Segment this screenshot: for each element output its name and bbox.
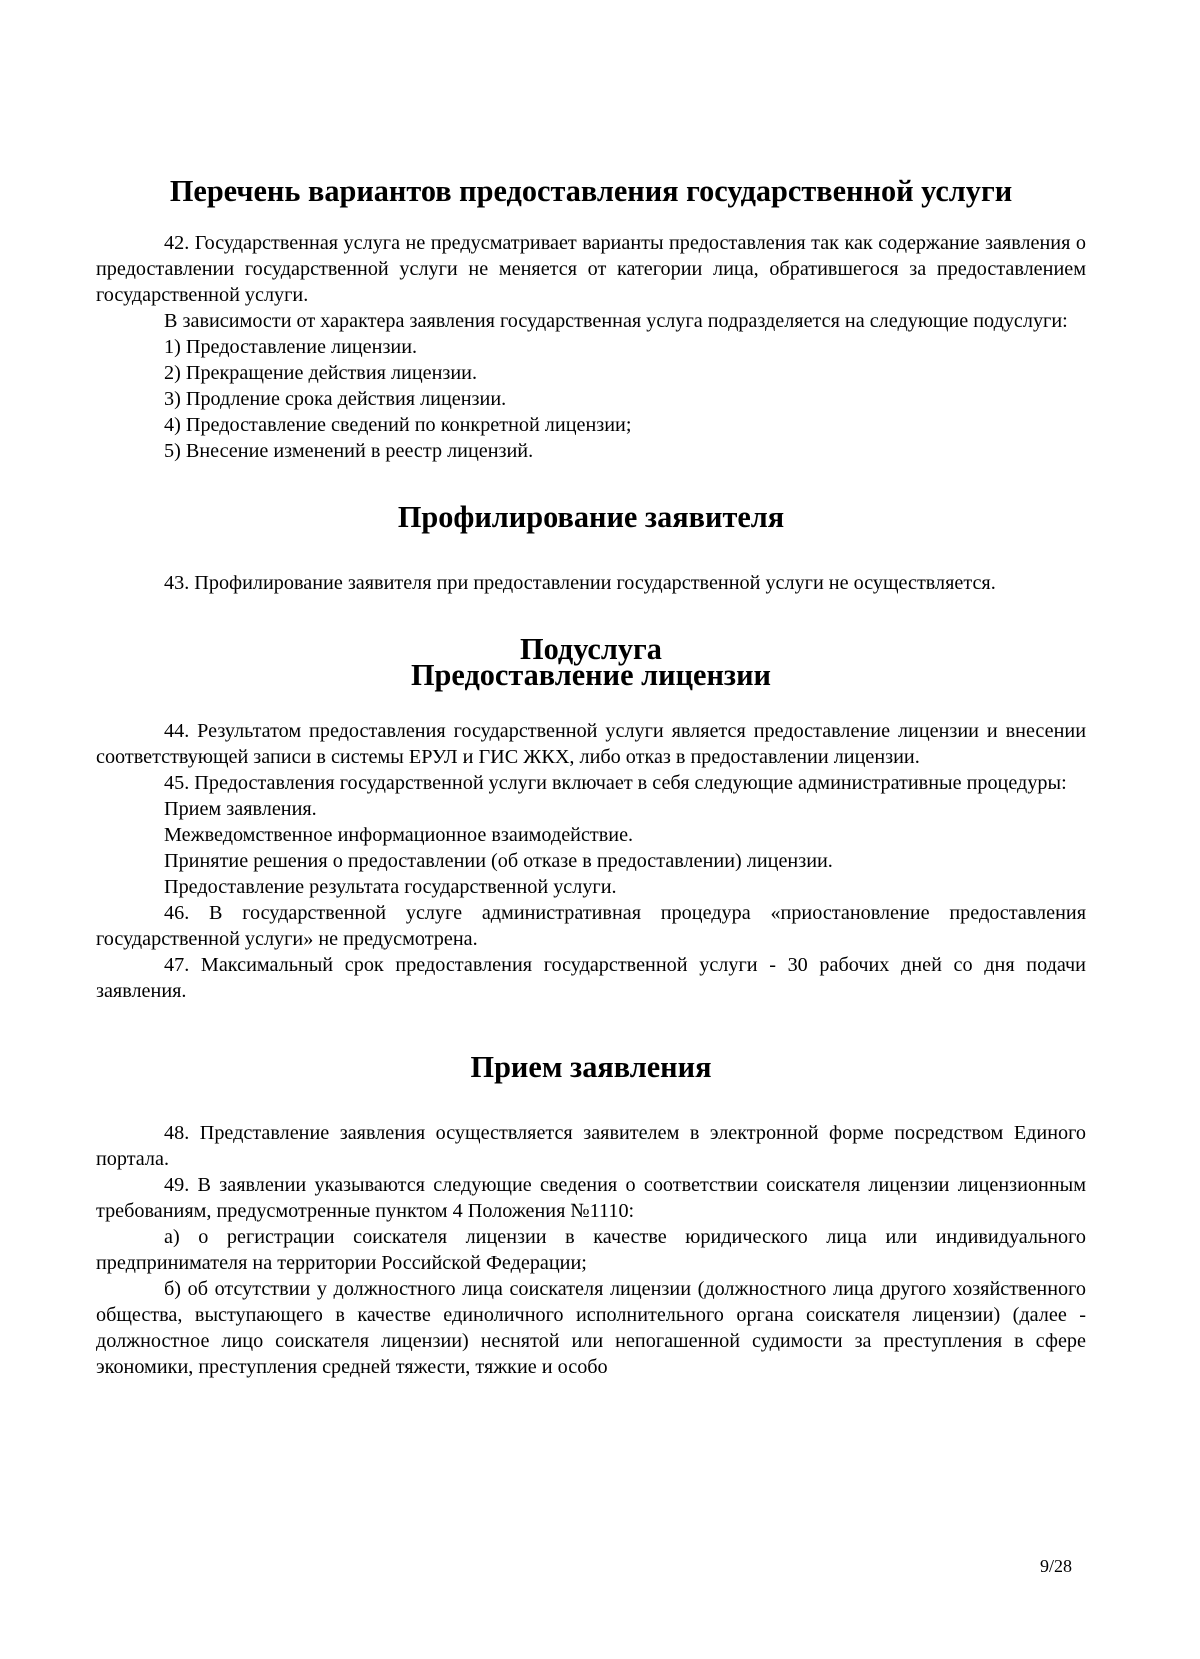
paragraph-47: 47. Максимальный срок предоставления государственной услуги - 30 рабочих дней со дня подачи заявления. [96,954,1086,1002]
paragraph-49a: а) о регистрации соискателя лицензии в качестве юридического лица или индивидуального предпринимателя на территории Российской Федерации; [96,1226,1086,1274]
paragraph-43: 43. Профилирование заявителя при предоставлении государственной услуги не осуществляется. [164,572,996,594]
list-item: 1) Предоставление лицензии. [164,336,418,358]
list-item: Предоставление результата государственной услуги. [164,876,617,898]
list-item: Межведомственное информационное взаимодействие. [164,824,634,846]
paragraph-49b: б) об отсутствии у должностного лица соискателя лицензии (должностного лица другого хозяйственного общества, выступающего в качестве единоличного исполнительного органа соискателя лицензии) (далее - должностное лицо соискателя лицензии) неснятой или непогашенной судимости за преступления в сфере экономики, преступления средней тяжести, тяжкие и особо [96,1278,1086,1378]
section-heading-variants: Перечень вариантов предоставления государственной услуги [169,174,1013,208]
page-number: 9/28 [1040,1556,1073,1576]
section-heading-reception: Прием заявления [470,1050,712,1084]
section-heading-license: Предоставление лицензии [410,658,772,692]
list-item: 4) Предоставление сведений по конкретной лицензии; [164,414,632,436]
paragraph-49: 49. В заявлении указываются следующие сведения о соответствии соискателя лицензии лицензионным требованиям, предусмотренные пунктом 4 Положения №1110: [96,1174,1086,1222]
list-item: Принятие решения о предоставлении (об отказе в предоставлении) лицензии. [164,850,833,872]
paragraph-45: 45. Предоставления государственной услуги включает в себя следующие административные процедуры: [164,772,1067,794]
section-heading-profiling: Профилирование заявителя [397,500,785,534]
section-heading-subservice: Подуслуга [520,632,662,666]
subservice-list [96,334,1086,464]
list-item: 3) Продление срока действия лицензии. [164,388,507,410]
paragraph-subservices-intro: В зависимости от характера заявления государственная услуга подразделяется на следующие подуслуги: [164,310,1068,332]
list-item: 5) Внесение изменений в реестр лицензий. [164,440,534,462]
list-item: 2) Прекращение действия лицензии. [164,362,478,384]
procedure-list [96,796,1086,900]
paragraph-42: 42. Государственная услуга не предусматривает варианты предоставления так как содержание заявления о предоставлении государственной услуги не меняется от категории лица, обратившегося за предоставлением государственной услуги. [96,232,1086,306]
paragraph-48: 48. Представление заявления осуществляется заявителем в электронной форме посредством Единого портала. [96,1122,1086,1170]
document-body [96,174,1086,1380]
list-item: Прием заявления. [164,798,317,820]
paragraph-46: 46. В государственной услуге административная процедура «приостановление предоставления государственной услуги» не предусмотрена. [96,902,1086,950]
paragraph-44: 44. Результатом предоставления государственной услуги является предоставление лицензии и внесении соответствующей записи в системы ЕРУЛ и ГИС ЖКХ, либо отказ в предоставлении лицензии. [96,720,1086,768]
